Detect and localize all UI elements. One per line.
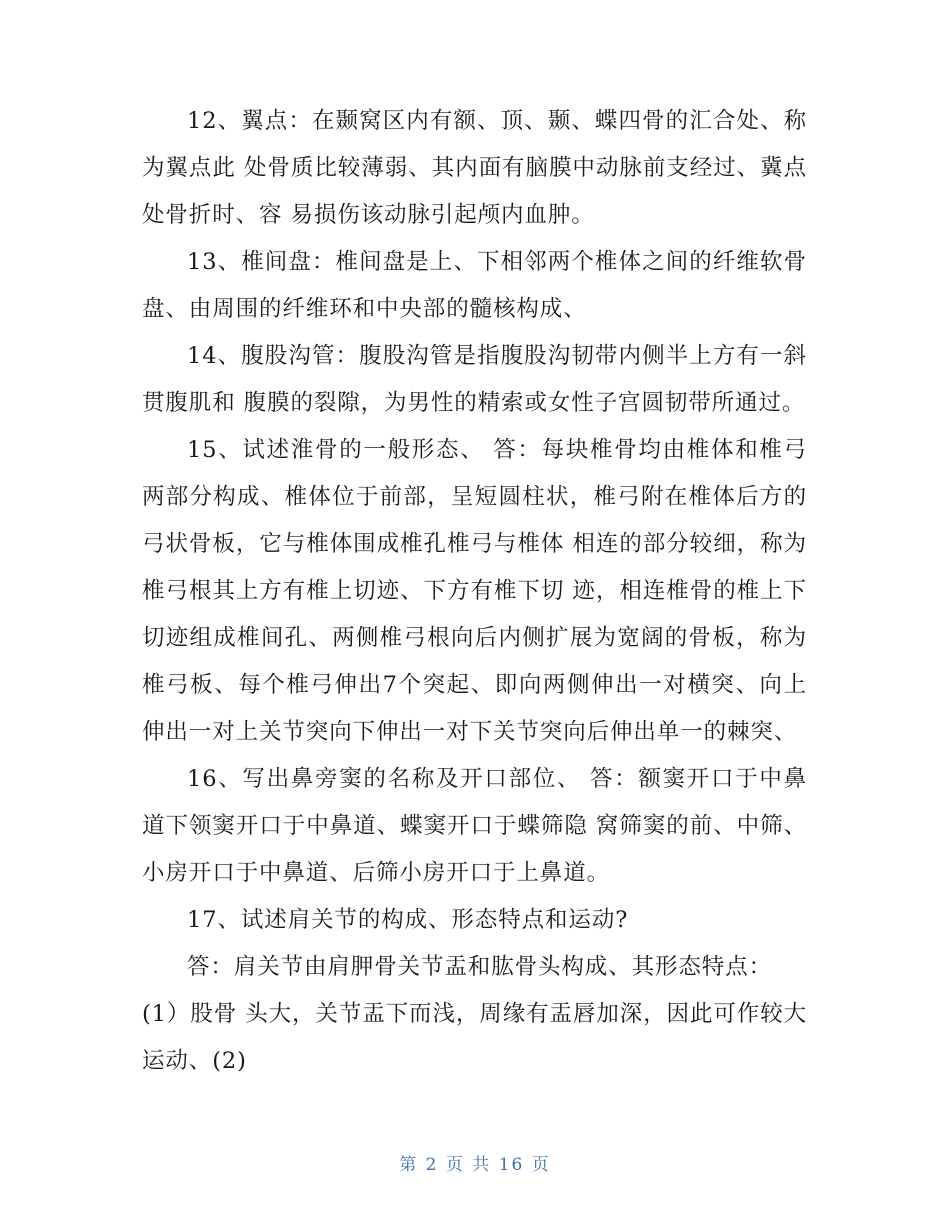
- paragraph-13-intervertebral-disc: 13、椎间盘：椎间盘是上、下相邻两个椎体之间的纤维软骨盘、由周围的纤维环和中央部的髓核构成、: [142, 249, 807, 322]
- paragraph-17-answer-continued: (1）股骨 头大，关节盂下而浅，周缘有盂唇加深，因此可作较大运动、(2): [142, 1001, 807, 1074]
- page-number-footer: 第 2 页 共 16 页: [399, 1155, 551, 1175]
- paragraph-16-paranasal-sinuses: 16、写出鼻旁窦的名称及开口部位、 答：额窦开口于中鼻道下领窦开口于中鼻道、蝶窦开口于蝶筛隐 窝筛窦的前、中筛、小房开口于中鼻道、后筛小房开口于上鼻道。: [142, 766, 807, 886]
- document-body: [142, 98, 807, 1085]
- paragraph-17-question: 17、试述肩关节的构成、形态特点和运动?: [187, 907, 629, 933]
- paragraph-17-answer: 答：肩关节由肩胛骨关节盂和肱骨头构成、其形态特点：: [187, 954, 773, 980]
- paragraph-15-vertebra-form: 15、试述淮骨的一般形态、 答：每块椎骨均由椎体和椎弓两部分构成、椎体位于前部，呈短圆柱状，椎弓附在椎体后方的弓状骨板，它与椎体围成椎孔椎弓与椎体 相连的部分较细，称为椎弓根其上方有椎上切迹、下方有椎下切 迹，相连椎骨的椎上下切迹组成椎间孔、两侧椎弓根向后内侧扩展为宽阔的骨板，称为椎弓板、每个椎弓伸出7个突起、即向两侧伸出一对横突、向上伸出一对上关节突向下伸出一对下关节突向后伸出单一的棘突、: [142, 437, 807, 745]
- paragraph-14-inguinal-canal: 14、腹股沟管：腹股沟管是指腹股沟韧带内侧半上方有一斜贯腹肌和 腹膜的裂隙，为男性的精索或女性子宫圆韧带所通过。: [142, 343, 807, 416]
- paragraph-12-pterion: 12、翼点：在颞窝区内有额、顶、颞、蝶四骨的汇合处、称为翼点此 处骨质比较薄弱、其内面有脑膜中动脉前支经过、冀点处骨折时、容 易损伤该动脉引起颅内血肿。: [142, 108, 807, 228]
